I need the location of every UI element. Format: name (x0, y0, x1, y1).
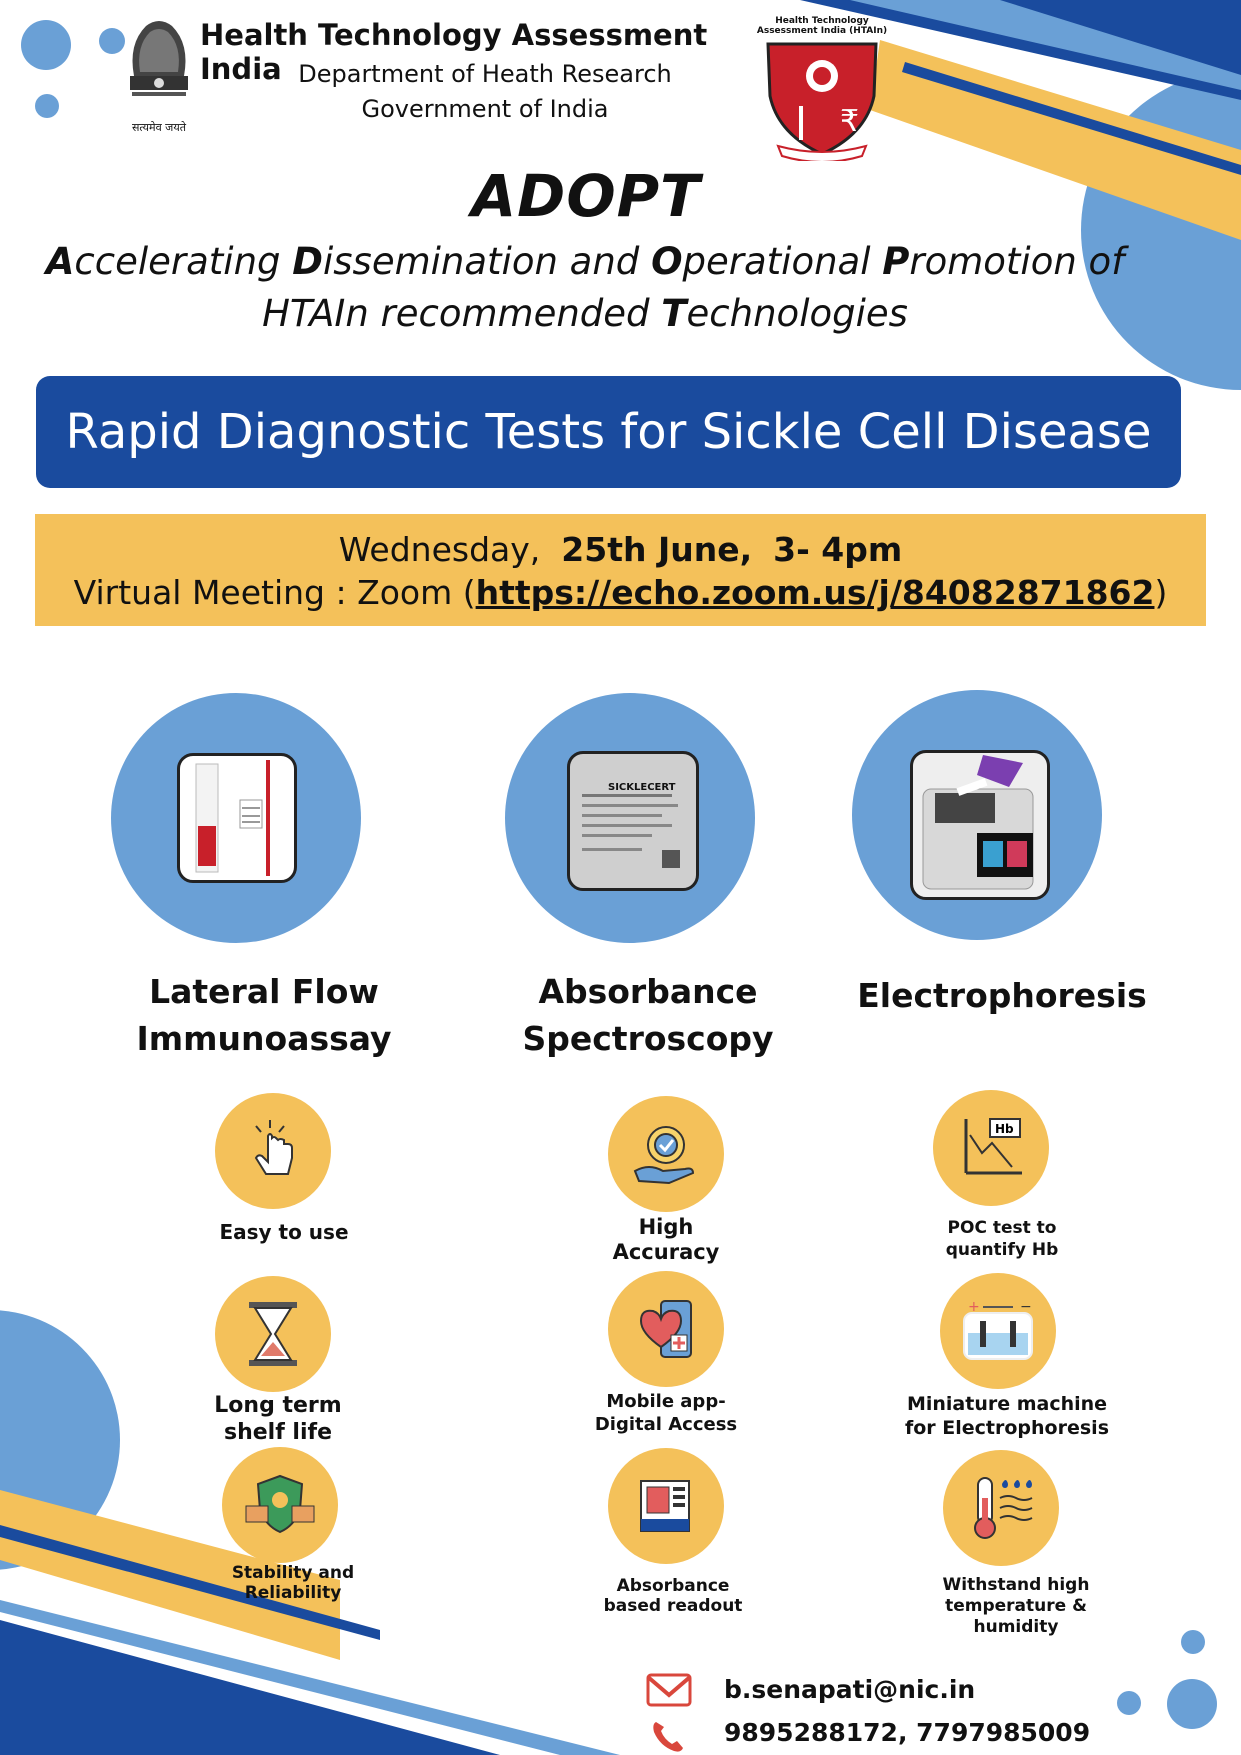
thermometer-humidity-icon (943, 1450, 1059, 1566)
feature-label-miniature-machine: Miniature machine for Electrophoresis (904, 1393, 1110, 1439)
event-datetime: Wednesday, 25th June, 3- 4pm (338, 530, 903, 569)
tech-name-absorbance: Absorbance Spectroscopy (522, 972, 774, 1058)
zoom-meeting-link[interactable]: https://echo.zoom.us/j/84082871862 (475, 573, 1155, 612)
tech-name-electrophoresis: Electrophoresis (857, 976, 1147, 1015)
readout-device-icon (608, 1448, 724, 1564)
sicklecert-kit-image: SICKLECERT (567, 751, 699, 891)
adopt-expansion-line1: Accelerating Dissemination and Operational Promotion of (45, 240, 1125, 283)
event-meeting-line: Virtual Meeting : Zoom (https://echo.zoom.us/j/84082871862) (73, 573, 1168, 612)
svg-text:−: − (1020, 1299, 1032, 1315)
svg-text:₹: ₹ (840, 104, 860, 139)
feature-label-easy-to-use: Easy to use (219, 1220, 349, 1244)
feature-label-withstand: Withstand high temperature & humidity (942, 1575, 1090, 1637)
contact-phones[interactable]: 9895288172, 7797985009 (724, 1718, 1091, 1747)
tap-hand-icon (215, 1093, 331, 1209)
session-title-banner: Rapid Diagnostic Tests for Sickle Cell Disease (36, 376, 1181, 488)
national-emblem-logo (118, 14, 200, 120)
department-name: Department of Heath Research (298, 60, 672, 88)
mail-icon (646, 1673, 692, 1707)
tech-circle-electrophoresis (852, 690, 1102, 940)
feature-label-absorbance-readout: Absorbance based readout (603, 1576, 743, 1616)
htain-logo (756, 16, 888, 166)
electrophoresis-machine-image (910, 750, 1050, 900)
feature-label-stability: Stability and Reliability (231, 1563, 355, 1603)
electrophoresis-tank-icon (940, 1273, 1056, 1389)
phone-icon (650, 1718, 686, 1754)
feature-label-accuracy: High Accuracy (612, 1215, 720, 1264)
badge-check-icon (608, 1096, 724, 1212)
tech-circle-absorbance (505, 693, 755, 943)
svg-text:Hb: Hb (995, 1122, 1014, 1136)
government-name: Government of India (361, 95, 609, 123)
lateral-flow-strip-image (177, 753, 297, 883)
mobile-health-icon (608, 1271, 724, 1387)
event-details-banner (35, 514, 1206, 626)
organization-name: Health Technology Assessment India (200, 18, 708, 86)
emblem-caption: सत्यमेव जयते (131, 121, 186, 134)
adopt-title: ADOPT (471, 162, 701, 230)
adopt-expansion-line2: HTAIn recommended Technologies (262, 292, 908, 335)
tech-name-lateral-flow: Lateral Flow Immunoassay (136, 972, 392, 1058)
feature-label-shelf-life: Long term shelf life (214, 1393, 342, 1445)
svg-text:+: + (968, 1299, 980, 1315)
hourglass-icon (215, 1276, 331, 1392)
hb-chart-icon (933, 1090, 1049, 1206)
htain-logo-text: Health Technology Assessment India (HTAIn) (756, 16, 888, 36)
feature-label-mobile-app: Mobile app- Digital Access (594, 1391, 738, 1435)
tech-circle-lateral-flow (111, 693, 361, 943)
htain-shield-icon (756, 36, 888, 161)
feature-label-poc-hb: POC test to quantify Hb (945, 1218, 1059, 1260)
shield-hands-icon (222, 1447, 338, 1563)
contact-email[interactable]: b.senapati@nic.in (724, 1675, 976, 1704)
